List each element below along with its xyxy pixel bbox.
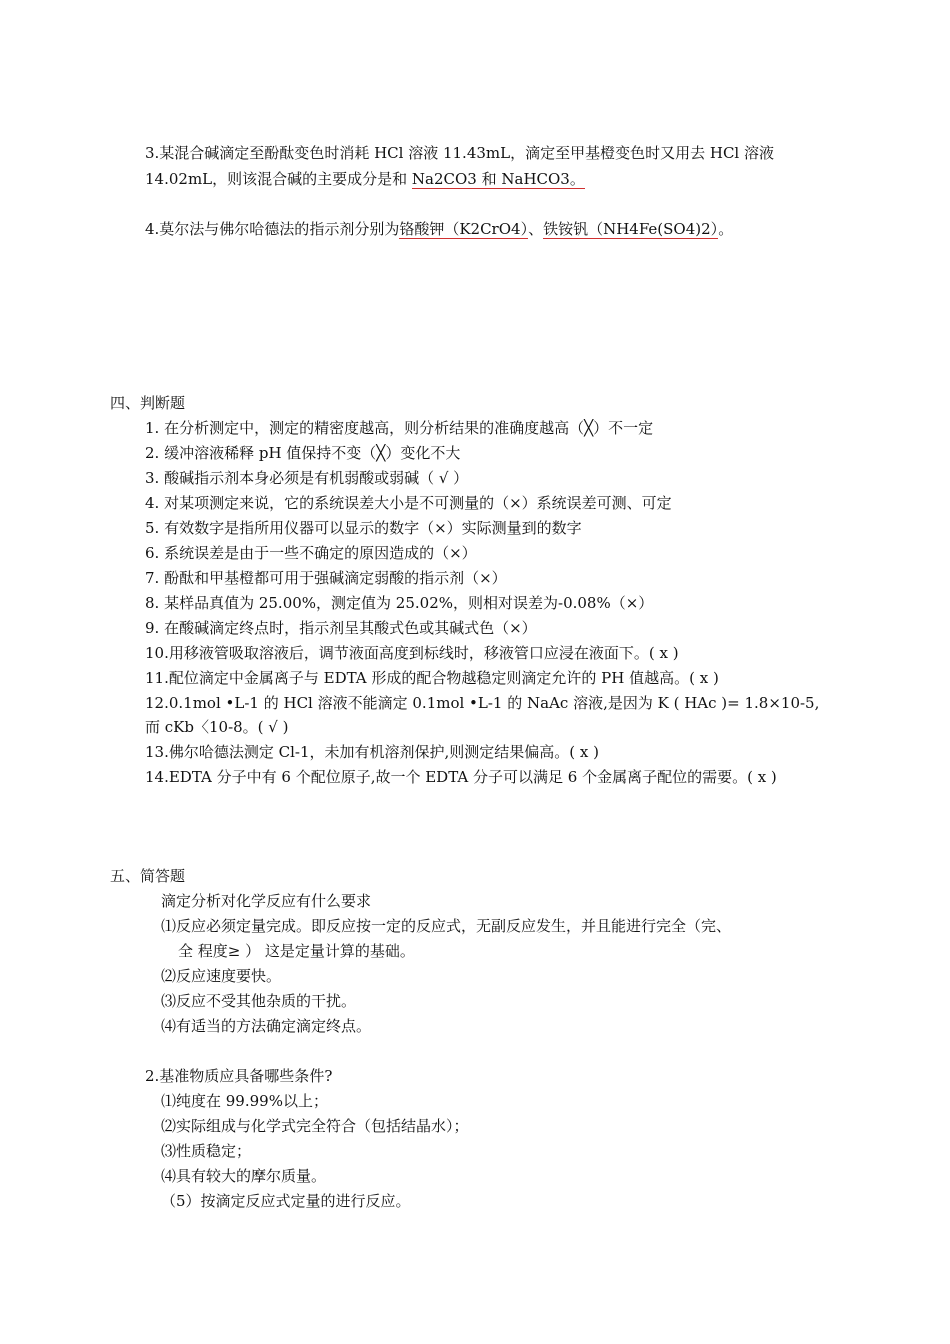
- judgement-item: 6. 系统误差是由于一些不确定的原因造成的（×）: [145, 544, 477, 562]
- judgement-item: 11.配位滴定中金属离子与 EDTA 形成的配合物越稳定则滴定允许的 PH 值越高。( x ): [145, 669, 719, 687]
- judgement-item: 4. 对某项测定来说，它的系统误差大小是不可测量的（×）系统误差可测、可定: [145, 494, 672, 512]
- q4-separator: 、: [528, 220, 544, 238]
- judgement-item: 5. 有效数字是指所用仪器可以显示的数字（×）实际测量到的数字: [145, 519, 582, 537]
- short-answer-q1-line: 全 程度≥ ） 这是定量计算的基础。: [178, 942, 415, 960]
- q3-line2-prefix: 14.02mL，则该混合碱的主要成分是和: [145, 170, 412, 188]
- short-answer-q1-line: ⑷有适当的方法确定滴定终点。: [161, 1017, 372, 1035]
- judgement-item: 9. 在酸碱滴定终点时，指示剂呈其酸式色或其碱式色（×）: [145, 619, 537, 637]
- short-answer-q1-line: ⑵反应速度要快。: [161, 967, 282, 985]
- judgement-item-continuation: 而 cKb〈10-8。( √ ): [145, 718, 289, 736]
- q3-line1: 3.某混合碱滴定至酚酞变色时消耗 HCl 溶液 11.43mL，滴定至甲基橙变色时又用去 HCl 溶液: [145, 144, 774, 162]
- short-answer-q2-line: ⑴纯度在 99.99%以上；: [161, 1092, 328, 1110]
- judgement-item: 13.佛尔哈德法测定 Cl-1，未加有机溶剂保护,则测定结果偏高。( x ): [145, 743, 599, 761]
- judgement-item: 2. 缓冲溶液稀释 pH 值保持不变（╳）变化不大: [145, 444, 461, 462]
- q3-answer: Na2CO3 和 NaHCO3。: [411, 170, 585, 188]
- short-answer-q2-line: （5）按滴定反应式定量的进行反应。: [161, 1192, 411, 1210]
- judgement-item: 14.EDTA 分子中有 6 个配位原子,故一个 EDTA 分子可以满足 6 个金属离子配位的需要。( x ): [145, 768, 777, 786]
- judgement-item: 1. 在分析测定中，测定的精密度越高，则分析结果的准确度越高（╳）不一定: [145, 419, 654, 437]
- section5-heading: 五、简答题: [110, 867, 186, 885]
- short-answer-q2-line: ⑶性质稳定；: [161, 1142, 252, 1160]
- section4-heading: 四、判断题: [110, 394, 186, 412]
- q4-answer-2: 铁铵钒（NH4Fe(SO4)2）: [543, 220, 719, 238]
- q3-line2: [145, 169, 585, 189]
- short-answer-q1-line: ⑴反应必须定量完成。即反应按一定的反应式，无副反应发生，并且能进行完全（完、: [161, 917, 732, 935]
- q4-line: [145, 219, 733, 239]
- q4-answer-1: 铬酸钾（K2CrO4）: [399, 220, 529, 238]
- q4-suffix: 。: [718, 220, 734, 238]
- q4-prefix: 4.莫尔法与佛尔哈德法的指示剂分别为: [145, 220, 400, 238]
- short-answer-q2-line: ⑵实际组成与化学式完全符合（包括结晶水）；: [161, 1117, 469, 1135]
- judgement-item: 10.用移液管吸取溶液后，调节液面高度到标线时，移液管口应浸在液面下。( x ): [145, 644, 679, 662]
- judgement-item: 12.0.1mol •L-1 的 HCl 溶液不能滴定 0.1mol •L-1 的 NaAc 溶液,是因为 K ( HAc )= 1.8×10-5,: [145, 694, 820, 712]
- short-answer-q2-title: 2.基准物质应具备哪些条件?: [145, 1067, 333, 1085]
- judgement-item: 7. 酚酞和甲基橙都可用于强碱滴定弱酸的指示剂（×）: [145, 569, 507, 587]
- short-answer-q1-line: ⑶反应不受其他杂质的干扰。: [161, 992, 357, 1010]
- short-answer-q1-title: 滴定分析对化学反应有什么要求: [161, 892, 372, 910]
- judgement-item: 8. 某样品真值为 25.00%，测定值为 25.02%，则相对误差为-0.08%（×）: [145, 594, 654, 612]
- judgement-item: 3. 酸碱指示剂本身必须是有机弱酸或弱碱（ √ ）: [145, 469, 469, 487]
- short-answer-q2-line: ⑷具有较大的摩尔质量。: [161, 1167, 327, 1185]
